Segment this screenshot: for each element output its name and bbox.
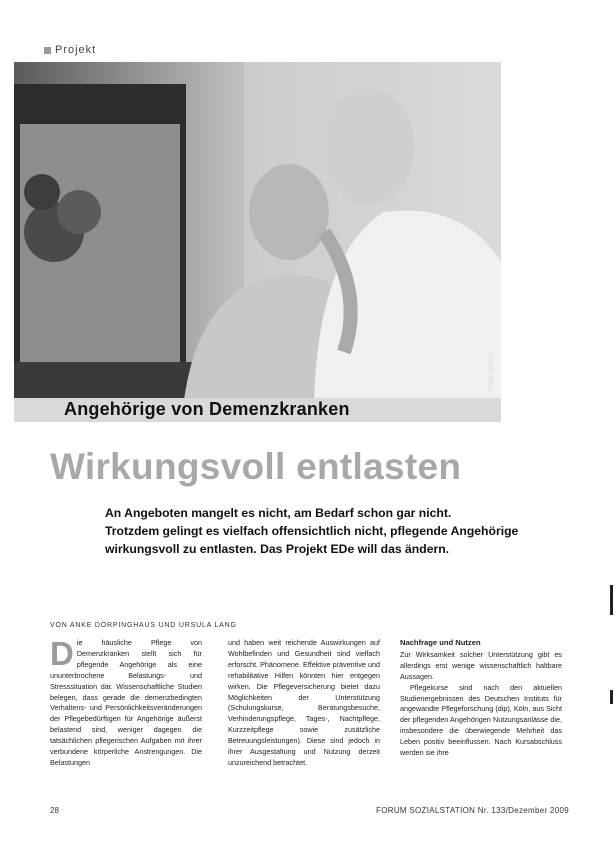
drop-cap: D (50, 635, 74, 672)
scan-edge-mark (610, 690, 613, 704)
text-column-1 (50, 635, 202, 769)
section-tag (44, 44, 96, 56)
magazine-footer: FORUM SOZIALSTATION Nr. 133/Dezember 2009 (376, 806, 569, 815)
kicker-text: Angehörige von Demenzkranken (64, 399, 350, 419)
scan-edge-mark (610, 585, 613, 615)
author-line: VON ANKE DÖRPINGHAUS UND URSULA LANG (50, 622, 237, 629)
body-text: Zur Wirksamkeit solcher Unterstützung gibt es allerdings erst wenige wissenschaftlich haltbare Aussagen. (400, 649, 562, 681)
section-label: Projekt (55, 44, 97, 56)
body-text: und haben weit reichende Auswirkungen auf Wohlbefinden und Gesundheit sind vielfach erforscht. Phänomene. Effektive präventive und rehabilitative Hilfen könnten hier entgegen wirken. Die Pflegeversicherung bietet dazu Möglichkeiten der Unterstützung (Schulungskurse, Beratungsbesuche, Verhinderungspflege, Tages-, Nachtpflege, Kurzzeitpflege sowie zusätzliche Betreuungsleistungen). Diese sind jedoch in ihrer Ausgestaltung und Nutzung derzeit unzureichend betrachtet. (228, 638, 380, 767)
text-column-3 (400, 638, 562, 759)
body-text: Pflegekurse sind nach den aktuellen Studienergebnissen des Deutschen Instituts für angewandte Pflegeforschung (dip), Köln, aus Sicht der pflegenden Angehörigen Nutzungsanlässe die, insbesondere die überwiegende Mehrheit das Leben positiv beeinflussen. Nach Kursabschluss werden sie ihre (400, 682, 562, 758)
lead-line: Trotzdem gelingt es vielfach offensichtlich nicht, pflegende Angehörige (105, 524, 519, 538)
lead-line: An Angeboten mangelt es nicht, am Bedarf schon gar nicht. (105, 506, 452, 520)
photo-credit: Foto: Archiv (488, 353, 495, 390)
lead-line: wirkungsvoll zu entlasten. Das Projekt EDe will das ändern. (105, 542, 450, 556)
headline: Wirkungsvoll entlasten (50, 446, 462, 487)
photo-image-icon (14, 62, 501, 400)
body-text: ie häusliche Pflege von Demenzkranken stellt sich für pflegende Angehörige als eine ununterbrochene Belastungs- und Stresssituation dar. Wissenschaftliche Studien belegen, dass gerade die demenzbedingten Verhaltens- und Persönlichkeitsveränderungen der Pflegebedürftigen für Angehörige äußerst belastend sind, weniger dagegen die tatsächlichen pflegerischen Aufgaben mit ihrer verbundene körperliche Anstrengungen. Die Belastungen (50, 638, 202, 767)
subheading: Nachfrage und Nutzen (400, 638, 481, 647)
section-square-icon (44, 47, 51, 54)
article-photo (14, 62, 501, 400)
lead-paragraph (105, 504, 575, 558)
kicker-bar (14, 398, 501, 422)
page-number: 28 (50, 806, 59, 815)
text-column-2 (228, 638, 380, 769)
